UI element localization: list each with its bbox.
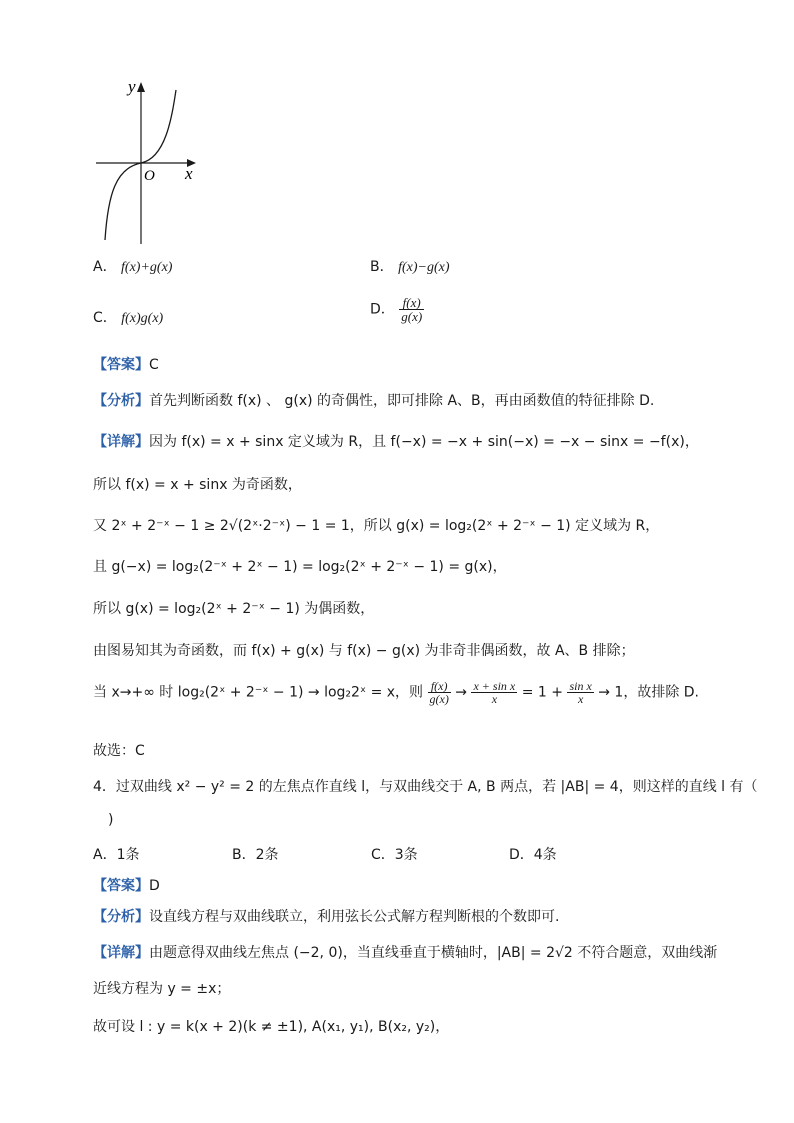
line7-equals: = 1 +	[521, 684, 563, 701]
origin-label: O	[144, 168, 155, 184]
q4-analysis-text: 设直线方程与双曲线联立，利用弦长公式解方程判断根的个数即可.	[149, 909, 560, 925]
fraction-x-plus-sinx-over-x: $\frac{\text{x + sin x}}{x}$	[473, 679, 516, 706]
q3-detail-line6: 由图易知其为奇函数，而 f(x) + g(x) 与 f(x) − g(x) 为非奇非偶函数，故 A、B 排除；	[93, 643, 635, 659]
fraction-f-over-g: $\frac{f(x)}{g(x)}$	[429, 679, 449, 706]
x-axis	[96, 159, 196, 167]
option-c-text: f(x)g(x)	[121, 311, 164, 326]
q3-detail-line3: 又 2ˣ + 2⁻ˣ − 1 ≥ 2√(2ˣ·2⁻ˣ) − 1 = 1，所以 g(x) = log₂(2ˣ + 2⁻ˣ − 1) 定义域为 R，	[93, 518, 660, 534]
fraction-sinx-over-x: $\frac{\text{sin x}}{x}$	[569, 679, 592, 706]
q4-detail-line1	[93, 942, 717, 962]
analysis-tag: 【分析】	[93, 393, 149, 409]
q4-detail-line2: 近线方程为 y = ±x；	[93, 981, 231, 997]
q3-detail-line7	[93, 680, 699, 705]
q4-answer-tag: 【答案】	[93, 878, 149, 894]
q4-stem-line1: 4．过双曲线 x² − y² = 2 的左焦点作直线 l，与双曲线交于 A, B 两点，若 |AB| = 4，则这样的直线 l 有（	[93, 779, 758, 795]
q3-detail-line4: 且 g(−x) = log₂(2⁻ˣ + 2ˣ − 1) = log₂(2ˣ + 2⁻ˣ − 1) = g(x)，	[93, 559, 507, 575]
q4-analysis	[93, 906, 559, 926]
q4-option-d: D．4条	[509, 847, 557, 863]
option-d-fraction: $\frac{f(x)}{g(x)}$	[401, 295, 423, 324]
function-graph	[88, 76, 208, 246]
q4-detail-text1: 由题意得双曲线左焦点 (−2, 0)，当直线垂直于横轴时，|AB| = 2√2 不符合题意，双曲线渐	[149, 945, 718, 961]
answer-tag: 【答案】	[93, 357, 149, 373]
q4-detail-line3: 故可设 l : y = k(x + 2)(k ≠ ±1), A(x₁, y₁), B(x₂, y₂)，	[93, 1019, 450, 1035]
option-b-text: f(x)−g(x)	[398, 260, 450, 275]
q3-detail-line5: 所以 g(x) = log₂(2ˣ + 2⁻ˣ − 1) 为偶函数，	[93, 601, 375, 617]
q4-option-a: A．1条	[93, 847, 140, 863]
x-axis-label: x	[185, 164, 193, 183]
q4-stem-line2: )	[108, 812, 114, 828]
y-axis-label: y	[128, 77, 136, 96]
option-d-letter: D．	[370, 301, 395, 318]
option-b	[370, 256, 449, 276]
option-a-letter: A．	[93, 259, 117, 275]
line7-suffix: → 1，故排除 D.	[598, 684, 700, 701]
q4-answer-value: D	[149, 878, 160, 894]
option-c-letter: C．	[93, 310, 117, 326]
q3-analysis	[93, 390, 654, 410]
option-d	[370, 296, 424, 323]
detail-line1: 因为 f(x) = x + sinx 定义域为 R，且 f(−x) = −x + sin(−x) = −x − sinx = −f(x)，	[149, 434, 699, 450]
q3-detail-line1	[93, 431, 699, 451]
q3-answer	[93, 354, 159, 374]
q3-detail-line2: 所以 f(x) = x + sinx 为奇函数，	[93, 477, 302, 493]
line7-prefix: 当 x→+∞ 时 log₂(2ˣ + 2⁻ˣ − 1) → log₂2ˣ = x，则	[93, 684, 424, 701]
line7-arrow: →	[455, 684, 468, 701]
analysis-text: 首先判断函数 f(x) 、 g(x) 的奇偶性，即可排除 A、B，再由函数值的特征排除 D.	[149, 393, 655, 409]
option-a-text: f(x)+g(x)	[121, 260, 173, 275]
option-c	[93, 307, 163, 327]
option-b-letter: B．	[370, 259, 394, 275]
q4-option-c: C．3条	[371, 847, 418, 863]
detail-tag: 【详解】	[93, 434, 149, 450]
q4-answer	[93, 875, 160, 895]
answer-value: C	[149, 357, 159, 373]
q4-option-b: B．2条	[232, 847, 279, 863]
q4-analysis-tag: 【分析】	[93, 909, 149, 925]
q3-choice: 故选：C	[93, 743, 145, 759]
q4-detail-tag: 【详解】	[93, 945, 149, 961]
option-a	[93, 256, 172, 276]
